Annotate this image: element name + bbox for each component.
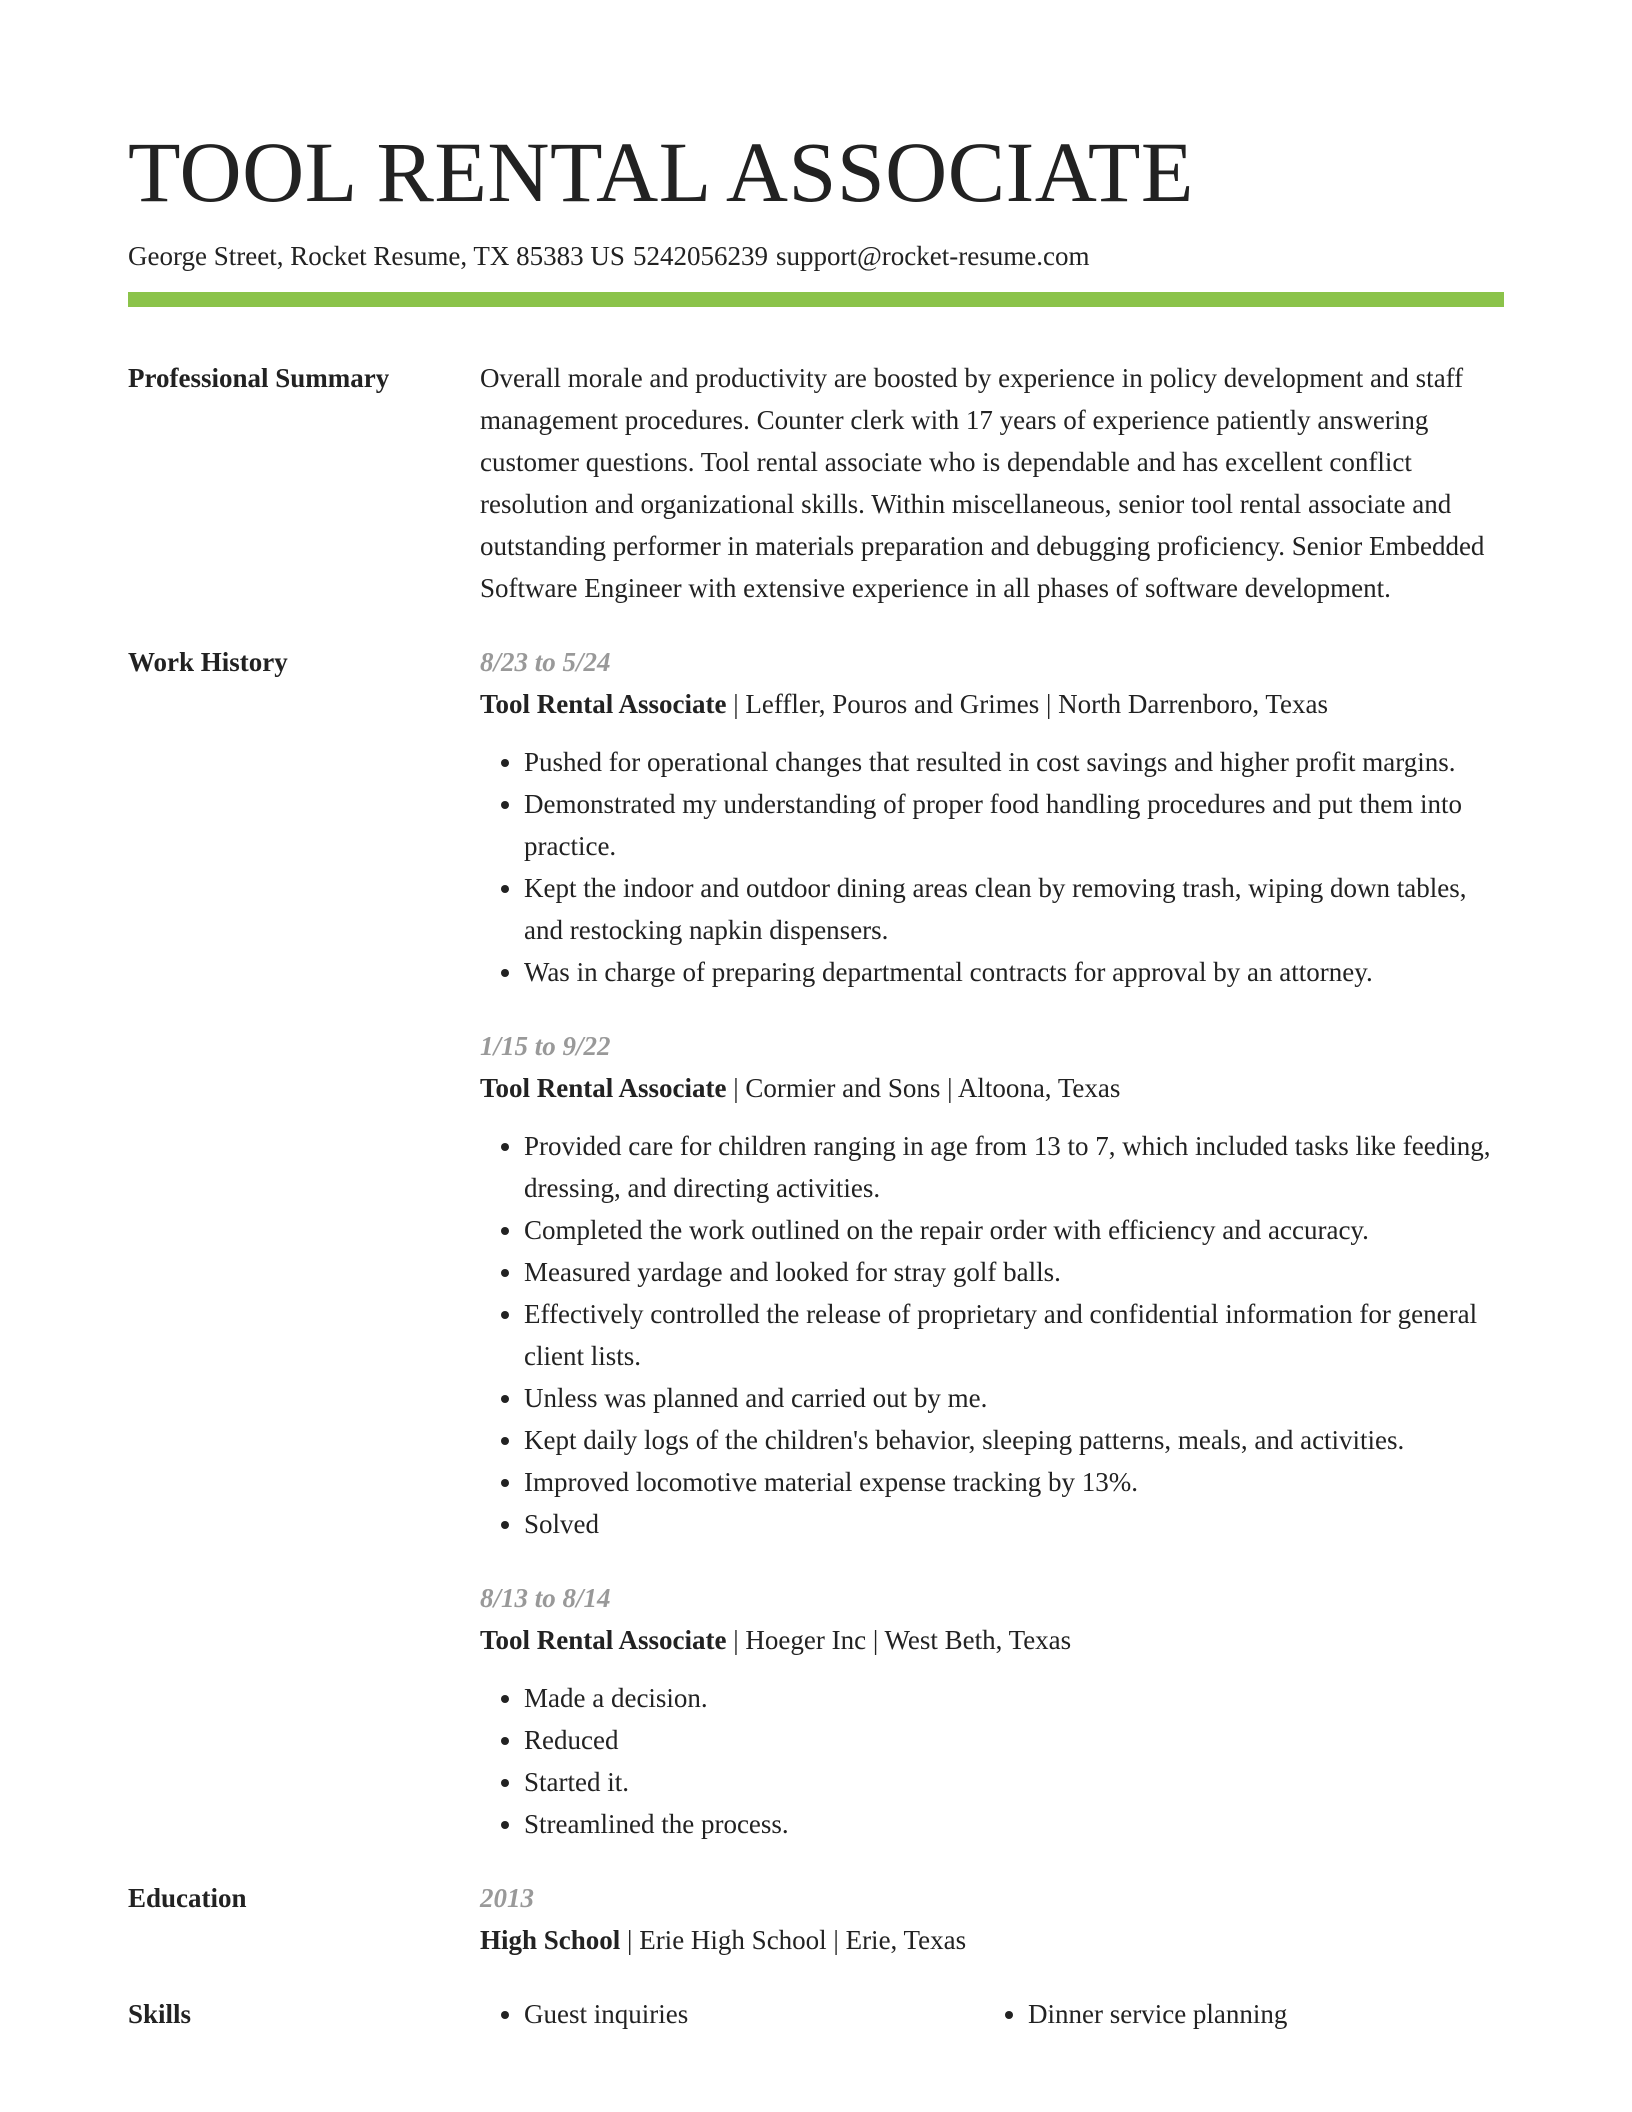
education-degree: High School <box>480 1925 621 1955</box>
job-bullets <box>480 1125 1504 1545</box>
education-heading: Education <box>128 1883 247 1913</box>
job-bullet: • Solved <box>524 1503 1504 1545</box>
work-history-section <box>128 641 1504 1845</box>
skills-heading: Skills <box>128 1999 192 2029</box>
summary-heading: Professional Summary <box>128 363 390 393</box>
job-heading <box>480 683 1504 725</box>
job-details: | Hoeger Inc | West Beth, Texas <box>726 1625 1072 1655</box>
job-bullet: • Measured yardage and looked for stray golf balls. <box>524 1251 1504 1293</box>
job-heading <box>480 1619 1504 1661</box>
header-accent-rule <box>128 292 1504 307</box>
job-entry <box>480 1577 1504 1845</box>
job-title: Tool Rental Associate <box>480 1625 727 1655</box>
skills-column-right <box>984 1993 1488 2035</box>
job-dates: 1/15 to 9/22 <box>480 1031 611 1061</box>
contact-phone: 5242056239 <box>632 241 768 271</box>
job-heading <box>480 1067 1504 1109</box>
job-details: | Leffler, Pouros and Grimes | North Darrenboro, Texas <box>726 689 1328 719</box>
job-bullet: • Effectively controlled the release of proprietary and confidential information for general client lists. <box>524 1293 1504 1377</box>
job-dates: 8/13 to 8/14 <box>480 1583 611 1613</box>
resume-title: TOOL RENTAL ASSOCIATE <box>128 124 1194 220</box>
job-details: | Cormier and Sons | Altoona, Texas <box>726 1073 1121 1103</box>
job-bullet: • Streamlined the process. <box>524 1803 1504 1845</box>
skill-item: • Dinner service planning <box>1028 1993 1488 2035</box>
job-bullet: • Was in charge of preparing departmental contracts for approval by an attorney. <box>524 951 1504 993</box>
job-dates: 8/23 to 5/24 <box>480 647 611 677</box>
resume-page <box>128 0 1504 2035</box>
education-heading-line <box>480 1919 1504 1961</box>
contact-line <box>128 238 1504 274</box>
summary-text: Overall morale and productivity are boosted by experience in policy development and staff management procedures. Counter clerk with 17 years of experience patiently answering customer questions. Tool rental associate who is dependable and has excellent conflict resolution and organizational skills. Within miscellaneous, senior tool rental associate and outstanding performer in materials preparation and debugging proficiency. Senior Embedded Software Engineer with extensive experience in all phases of software development. <box>480 363 1485 603</box>
job-bullet: • Improved locomotive material expense tracking by 13%. <box>524 1461 1504 1503</box>
skills-grid <box>480 1993 1504 2035</box>
skills-section <box>128 1993 1504 2035</box>
work-history-body <box>480 641 1504 1845</box>
education-section <box>128 1877 1504 1961</box>
job-bullet: • Kept the indoor and outdoor dining areas clean by removing trash, wiping down tables, and restocking napkin dispensers. <box>524 867 1504 951</box>
job-title: Tool Rental Associate <box>480 689 727 719</box>
job-entry <box>480 641 1504 993</box>
education-details: | Erie High School | Erie, Texas <box>620 1925 967 1955</box>
job-bullet: • Demonstrated my understanding of proper food handling procedures and put them into practice. <box>524 783 1504 867</box>
skills-column-left <box>480 1993 984 2035</box>
job-bullet: • Unless was planned and carried out by me. <box>524 1377 1504 1419</box>
work-history-heading: Work History <box>128 647 288 677</box>
job-entry <box>480 1025 1504 1545</box>
contact-email: support@rocket-resume.com <box>775 241 1090 271</box>
job-bullet: • Pushed for operational changes that resulted in cost savings and higher profit margins. <box>524 741 1504 783</box>
job-bullet: • Completed the work outlined on the repair order with efficiency and accuracy. <box>524 1209 1504 1251</box>
job-bullets <box>480 1677 1504 1845</box>
job-bullet: • Kept daily logs of the children's behavior, sleeping patterns, meals, and activities. <box>524 1419 1504 1461</box>
education-body <box>480 1877 1504 1961</box>
skill-item: • Guest inquiries <box>524 1993 984 2035</box>
education-year: 2013 <box>480 1883 534 1913</box>
job-bullets <box>480 741 1504 993</box>
job-bullet: • Made a decision. <box>524 1677 1504 1719</box>
job-bullet: • Started it. <box>524 1761 1504 1803</box>
job-title: Tool Rental Associate <box>480 1073 727 1103</box>
job-bullet: • Provided care for children ranging in age from 13 to 7, which included tasks like feeding, dressing, and directing activities. <box>524 1125 1504 1209</box>
contact-address: George Street, Rocket Resume, TX 85383 US <box>128 241 625 271</box>
summary-section <box>128 357 1504 609</box>
job-bullet: • Reduced <box>524 1719 1504 1761</box>
